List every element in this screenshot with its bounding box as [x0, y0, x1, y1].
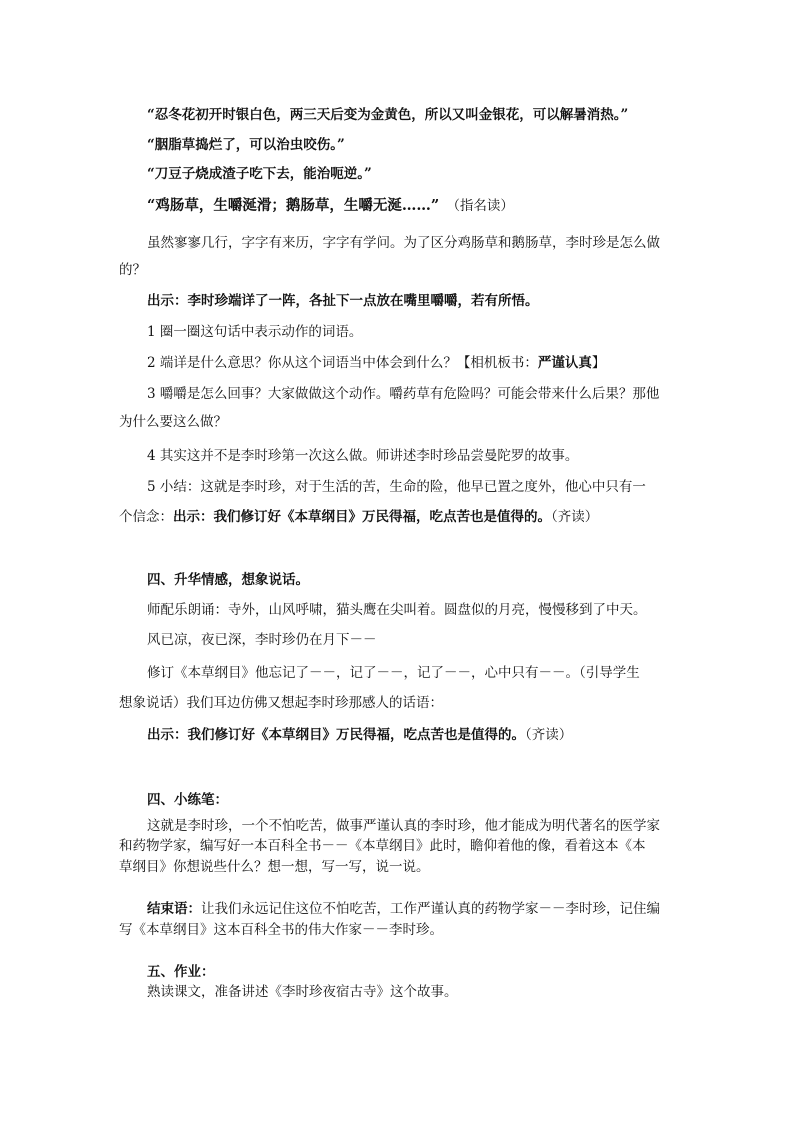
- quote-rouge-grass: “胭脂草捣烂了，可以治虫咬伤。”: [147, 137, 345, 153]
- section-4b-line-3: 草纲目》你想说些什么？想一想，写一写，说一说。: [119, 859, 430, 875]
- quote-chickweed: [147, 196, 514, 216]
- section-4a-recital: 师配乐朗诵：寺外，山风呼啸，猫头鹰在尖叫着。圆盘似的月亮，慢慢移到了中天。: [147, 602, 647, 618]
- section-4a-show: [147, 725, 572, 745]
- question-2: [147, 353, 605, 373]
- quote-chickweed-text: “鸡肠草，生嚼涎滑；鹅肠草，生嚼无涎……”: [147, 197, 440, 214]
- closing-label: 结束语：: [147, 901, 201, 917]
- summary-5-line-1: 5 小结：这就是李时珍，对于生活的苦，生命的险，他早已置之度外，他心中只有一: [147, 479, 646, 495]
- closing-line-1: [147, 899, 660, 919]
- quote-honeysuckle: “忍冬花初开时银白色，两三天后变为金黄色，所以又叫金银花，可以解暑消热。”: [147, 107, 629, 123]
- closing-line-2: 写《本草纲目》这本百科全书的伟大作家－－李时珍。: [119, 922, 443, 938]
- summary-line-2: 的？: [119, 262, 146, 278]
- summary-5-line-2: [119, 507, 598, 527]
- section-4b-line-1: 这就是李时珍，一个不怕吃苦，做事严谨认真的李时珍，他才能成为明代著名的医学家: [147, 818, 660, 834]
- question-2-close: 】: [591, 355, 606, 371]
- quote-sword-bean: “刀豆子烧成渣子吃下去，能治呃逆。”: [147, 166, 372, 182]
- section-5-heading: 五、作业：: [147, 964, 215, 980]
- section-5-text: 熟读课文，准备讲述《李时珍夜宿古寺》这个故事。: [147, 984, 458, 1000]
- closing-text: 让我们永远记住这位不怕吃苦，工作严谨认真的药物学家－－李时珍，记住编: [201, 901, 660, 917]
- section-4a-show-tail: （齐读）: [525, 727, 573, 743]
- question-3-line-2: 为什么要这么做？: [119, 414, 227, 430]
- question-1: 1 圈一圈这句话中表示动作的词语。: [147, 324, 363, 340]
- section-4a-fill-line-1: 修订《本草纲目》他忘记了－－，记了－－，记了－－，心中只有－－。（引导学生: [147, 665, 640, 681]
- question-4: 4 其实这并不是李时珍第一次这么做。师讲述李时珍品尝曼陀罗的故事。: [147, 448, 579, 464]
- section-4a-fill-line-2: 想象说话）我们耳边仿佛又想起李时珍那感人的话语：: [119, 695, 443, 711]
- section-4a-show-bold: 出示：我们修订好《本草纲目》万民得福，吃点苦也是值得的。: [147, 727, 525, 743]
- board-note-rigorous: 严谨认真: [537, 355, 592, 371]
- summary-5-tail: （齐读）: [551, 509, 599, 525]
- question-3-line-1: 3 嚼嚼是怎么回事？大家做做这个动作。嚼药草有危险吗？可能会带来什么后果？那他: [147, 386, 660, 402]
- summary-5-bold: 出示：我们修订好《本草纲目》万民得福，吃点苦也是值得的。: [173, 509, 551, 525]
- section-4a-night: 风已凉，夜已深，李时珍仍在月下－－: [147, 632, 377, 648]
- summary-line-1: 虽然寥寥几行，字字有来历，字字有学问。为了区分鸡肠草和鹅肠草，李时珍是怎么做: [147, 235, 660, 251]
- summary-5-plain: 个信念：: [119, 509, 173, 525]
- question-2-text: 2 端详是什么意思？你从这个词语当中体会到什么？【相机板书：: [147, 355, 538, 371]
- section-4b-line-2: 和药物学家，编写好一本百科全书－－《本草纲目》此时，瞻仰着他的像，看着这本《本: [119, 838, 646, 854]
- quote-chickweed-note: （指名读）: [453, 198, 514, 214]
- section-4b-heading: 四、小练笔：: [147, 792, 228, 808]
- section-4a-heading: 四、升华情感，想象说话。: [147, 572, 309, 588]
- show-chewing: 出示：李时珍端详了一阵，各扯下一点放在嘴里嚼嚼，若有所悟。: [147, 293, 539, 309]
